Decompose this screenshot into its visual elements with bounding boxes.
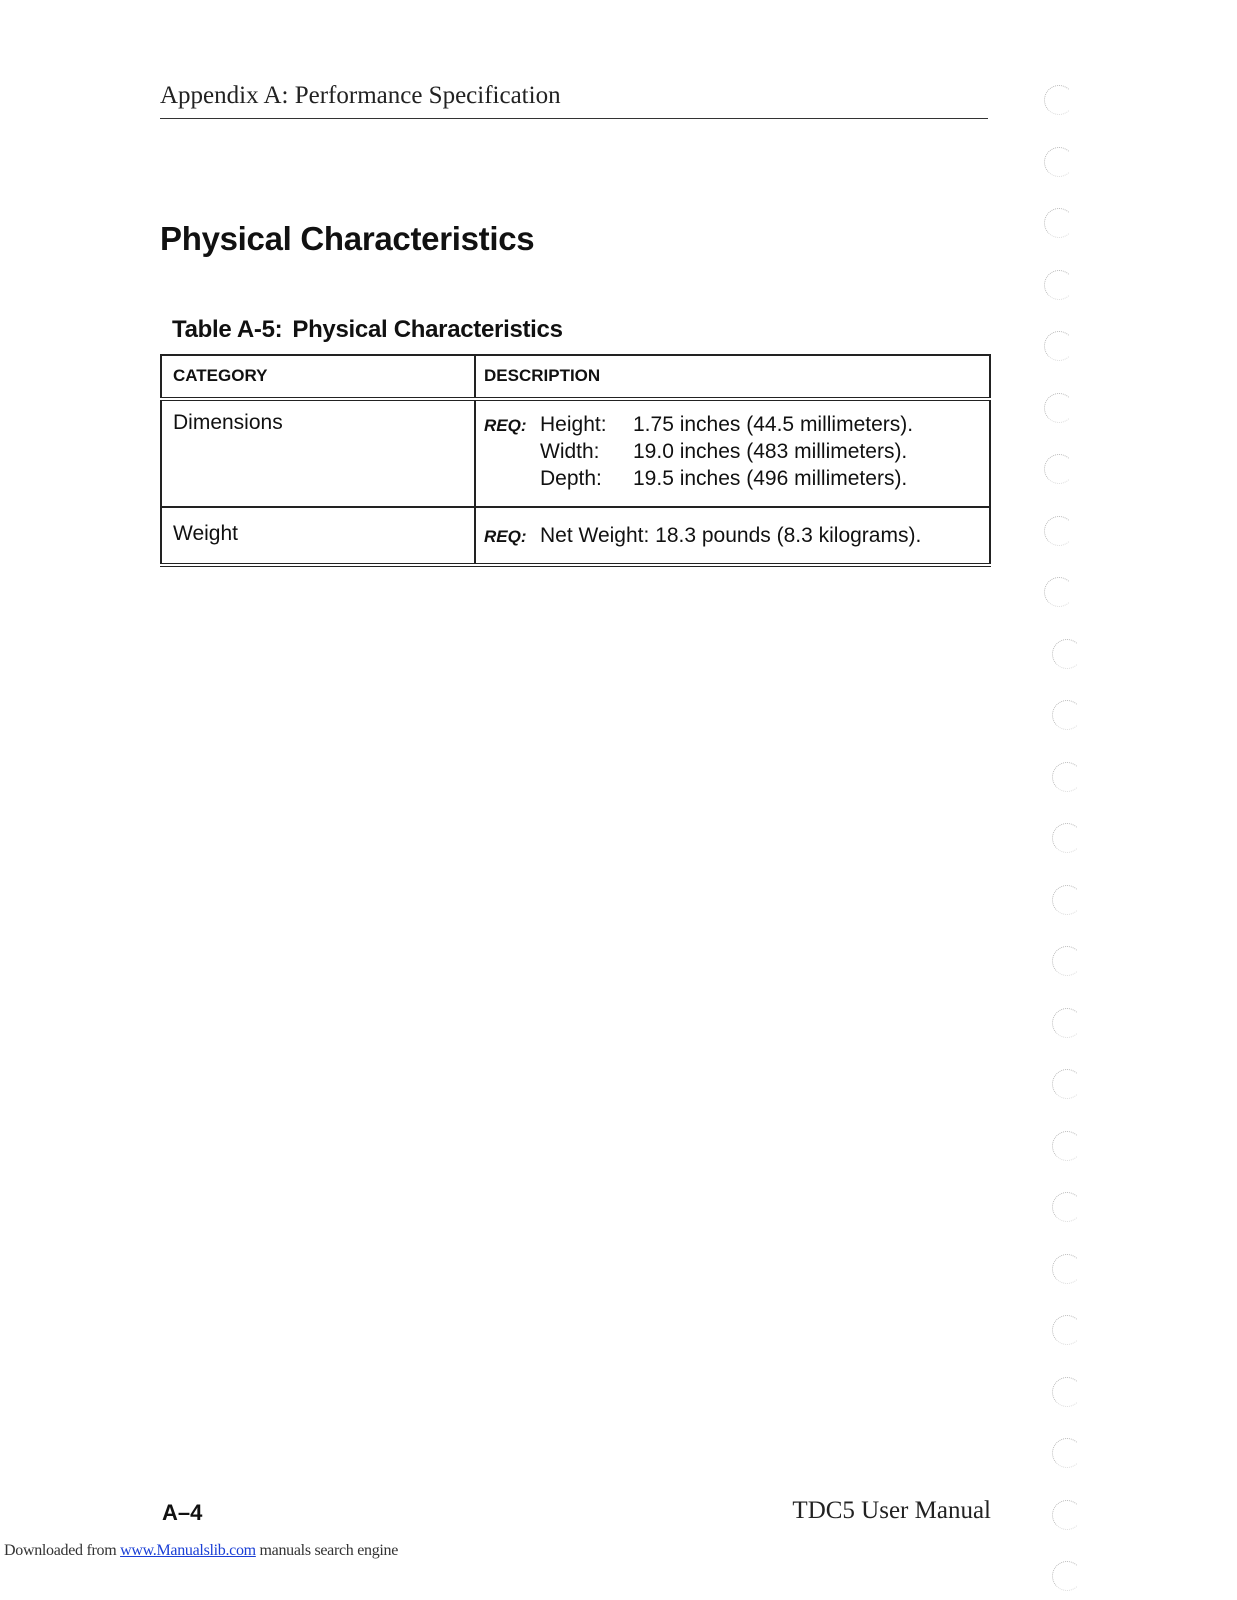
binder-hole bbox=[1044, 147, 1074, 177]
binder-hole bbox=[1044, 331, 1074, 361]
section-title: Physical Characteristics bbox=[160, 220, 535, 257]
category-cell: Weight bbox=[161, 507, 475, 565]
binder-hole bbox=[1052, 1192, 1082, 1222]
binder-hole bbox=[1052, 1377, 1082, 1407]
binder-hole bbox=[1052, 1069, 1082, 1099]
table-row bbox=[161, 507, 990, 565]
spec-value: 19.0 inches (483 millimeters). bbox=[633, 440, 908, 463]
spec-value: Net Weight: 18.3 pounds (8.3 kilograms). bbox=[540, 524, 922, 547]
binder-hole bbox=[1044, 393, 1074, 423]
binder-hole bbox=[1044, 208, 1074, 238]
description-cell bbox=[475, 399, 990, 507]
table-caption-title: Physical Characteristics bbox=[292, 316, 563, 343]
binder-hole bbox=[1052, 1315, 1082, 1345]
running-header: Appendix A: Performance Specification bbox=[160, 82, 561, 109]
table-row bbox=[161, 399, 990, 507]
table-caption bbox=[172, 316, 563, 344]
header-rule bbox=[160, 118, 988, 119]
column-header-description: DESCRIPTION bbox=[475, 355, 990, 399]
binder-hole bbox=[1044, 270, 1074, 300]
physical-characteristics-table bbox=[160, 354, 991, 567]
spec-value: 19.5 inches (496 millimeters). bbox=[633, 467, 908, 490]
spec-line bbox=[484, 438, 989, 465]
manualslib-link[interactable]: www.Manualslib.com bbox=[120, 1542, 256, 1559]
binder-hole bbox=[1044, 454, 1074, 484]
spec-line bbox=[484, 522, 989, 549]
binder-hole bbox=[1044, 577, 1074, 607]
manual-title: TDC5 User Manual bbox=[792, 1497, 991, 1524]
binder-hole bbox=[1052, 1008, 1082, 1038]
binder-hole bbox=[1052, 700, 1082, 730]
column-header-category: CATEGORY bbox=[161, 355, 475, 399]
download-notice bbox=[4, 1542, 398, 1560]
spec-label: Depth: bbox=[540, 467, 602, 490]
table-caption-number: Table A-5: bbox=[172, 316, 283, 343]
table-header-row bbox=[161, 355, 990, 399]
binder-hole bbox=[1052, 1561, 1082, 1591]
spec-label: Height: bbox=[540, 413, 607, 436]
binder-hole bbox=[1052, 885, 1082, 915]
category-cell: Dimensions bbox=[161, 399, 475, 507]
download-prefix: Downloaded from bbox=[4, 1542, 121, 1559]
binder-hole bbox=[1052, 1131, 1082, 1161]
binder-hole bbox=[1052, 946, 1082, 976]
description-cell bbox=[475, 507, 990, 565]
req-label: REQ: bbox=[484, 416, 527, 435]
download-suffix: manuals search engine bbox=[255, 1542, 399, 1559]
page-number: A–4 bbox=[162, 1500, 203, 1525]
binder-hole bbox=[1052, 762, 1082, 792]
binder-hole bbox=[1052, 823, 1082, 853]
spec-value: 1.75 inches (44.5 millimeters). bbox=[633, 413, 914, 436]
spec-line bbox=[484, 465, 989, 492]
binder-hole bbox=[1044, 516, 1074, 546]
req-label: REQ: bbox=[484, 527, 527, 546]
binder-hole bbox=[1052, 639, 1082, 669]
binder-hole bbox=[1052, 1438, 1082, 1468]
binder-hole bbox=[1052, 1500, 1082, 1530]
spec-label: Width: bbox=[540, 440, 600, 463]
binder-hole bbox=[1044, 85, 1074, 115]
spec-line bbox=[484, 411, 989, 438]
binder-hole bbox=[1052, 1254, 1082, 1284]
